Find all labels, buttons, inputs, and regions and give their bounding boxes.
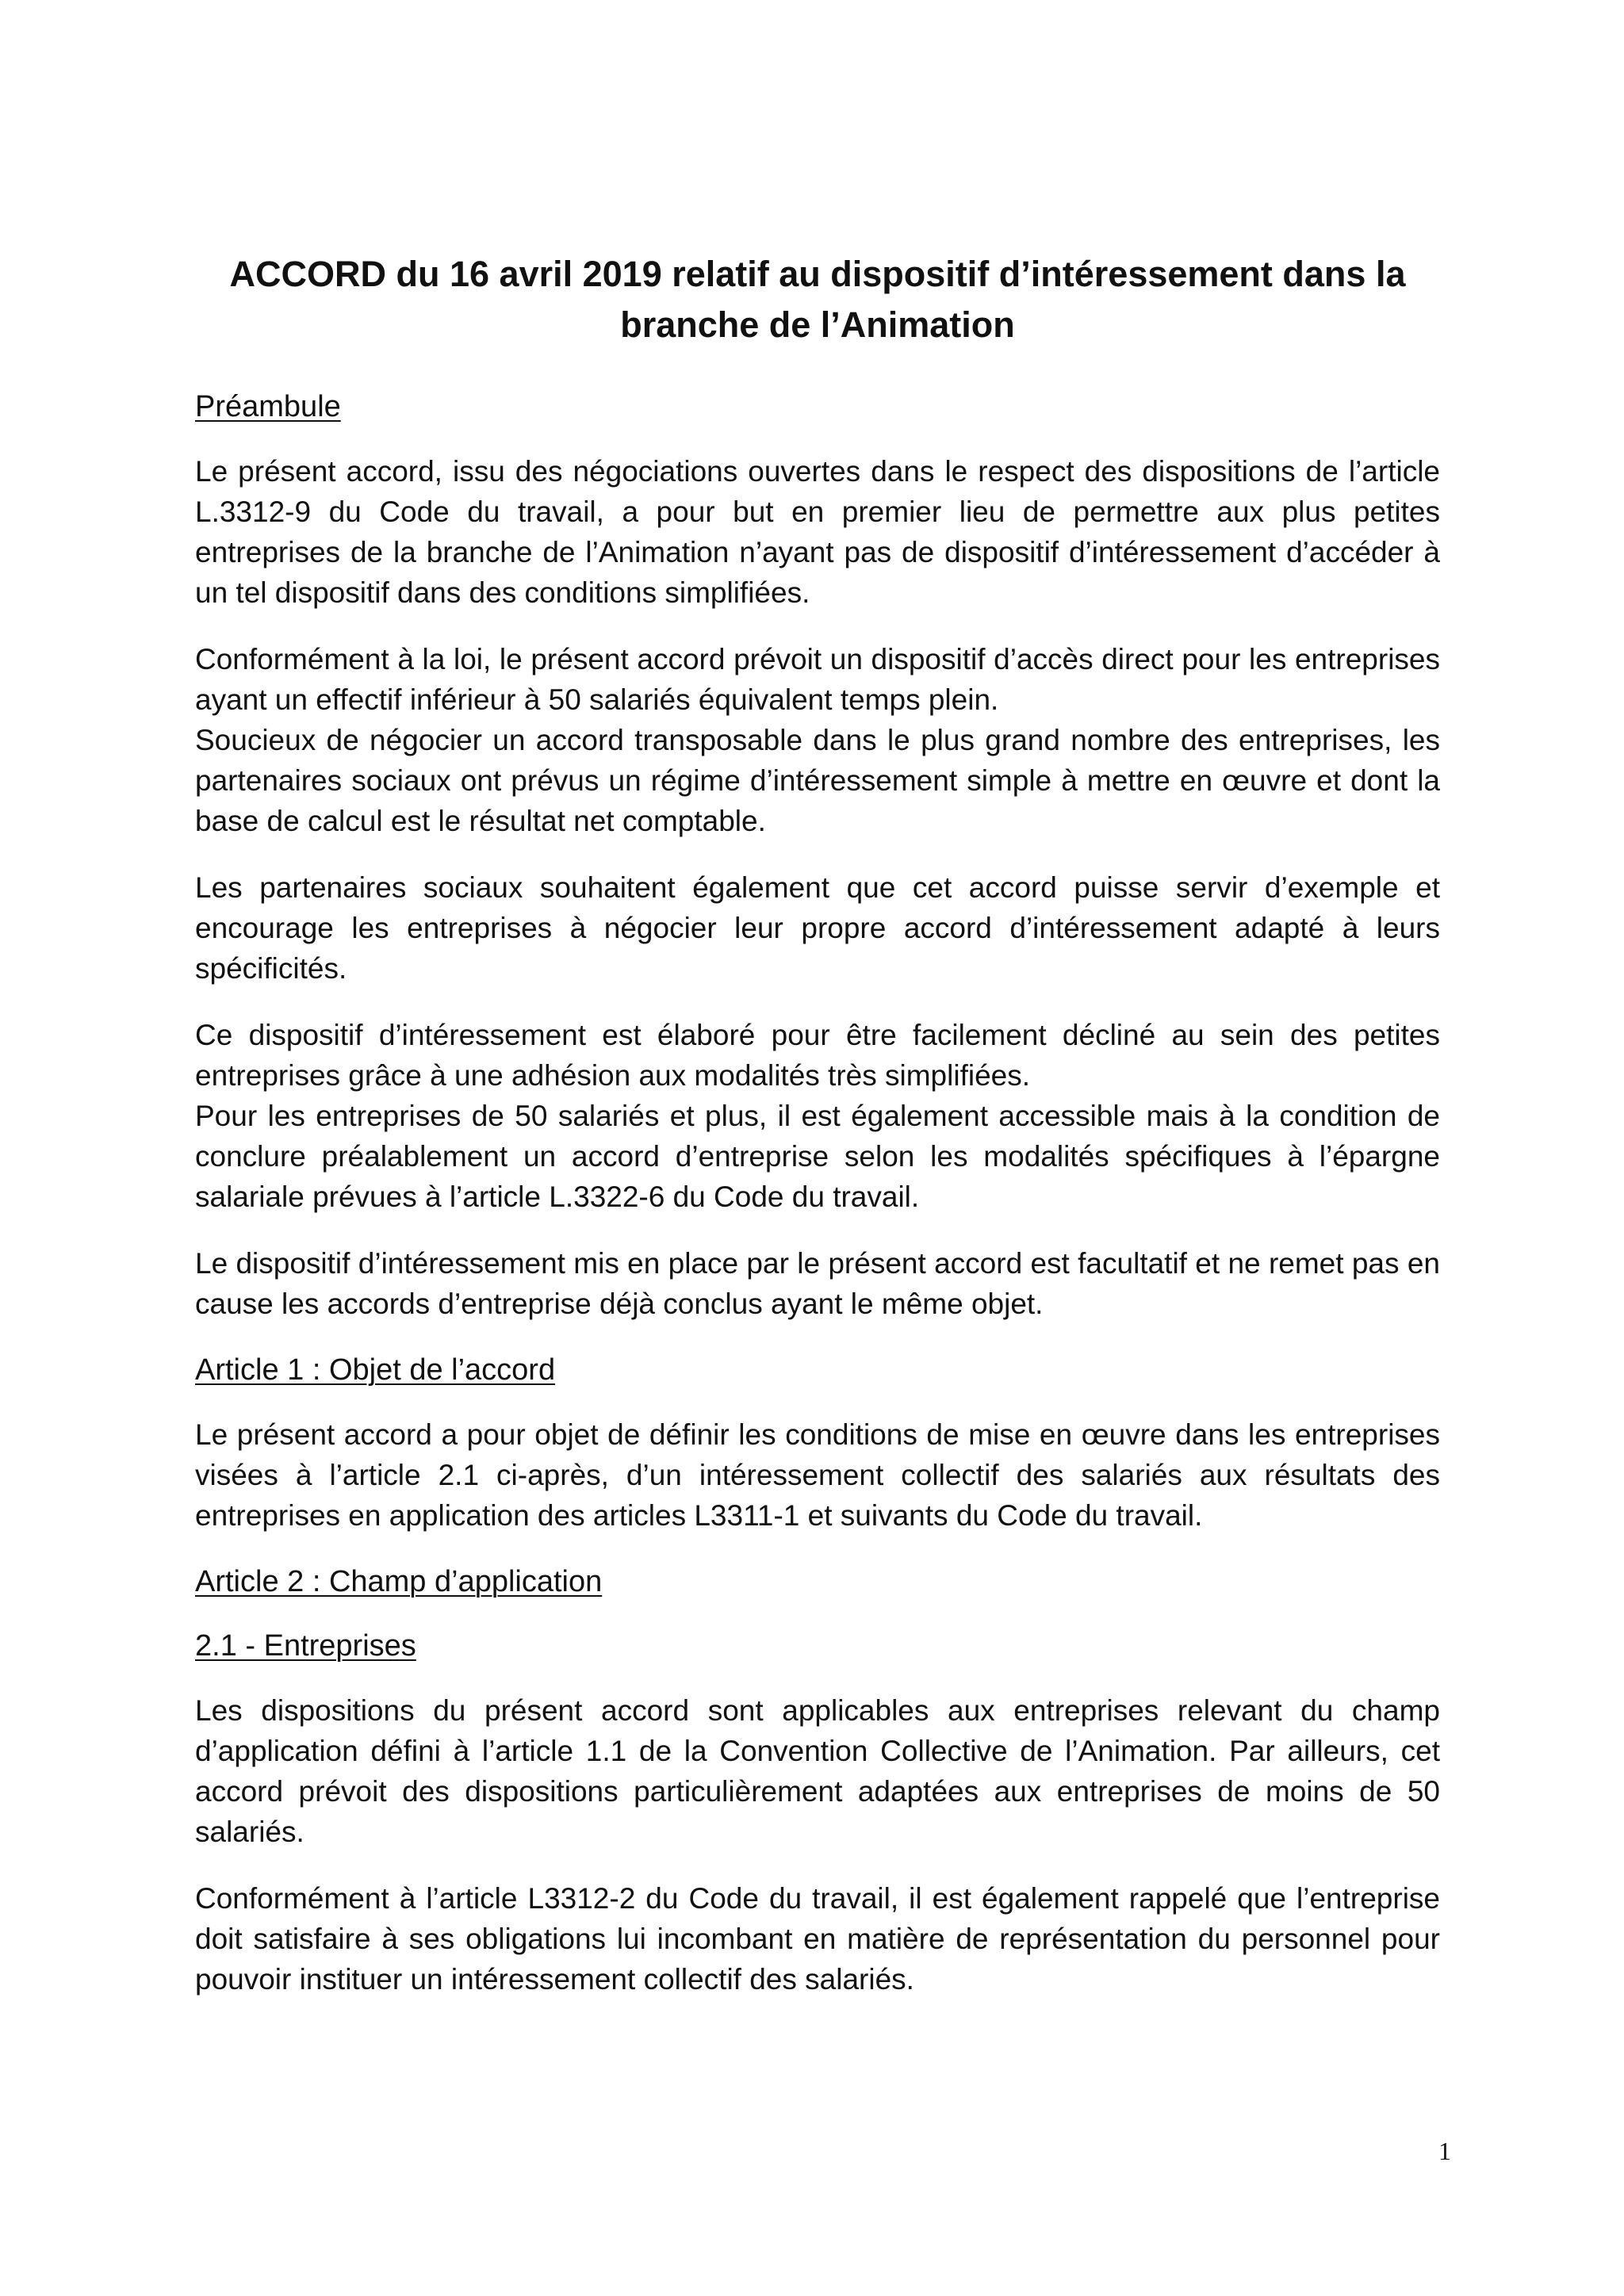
document-title: ACCORD du 16 avril 2019 relatif au dispositif d’intéressement dans la branche de l’Animation <box>229 254 1406 345</box>
preambule-paragraph: Le dispositif d’intéressement mis en place par le présent accord est facultatif et ne remet pas en cause les accords d’entreprise déjà conclus ayant le même objet. <box>195 1247 1440 1320</box>
preambule-paragraph: Conformément à la loi, le présent accord prévoit un dispositif d’accès direct pour les entreprises ayant un effectif inférieur à 50 salariés équivalent temps plein. <box>195 643 1440 716</box>
article-2-heading: Article 2 : Champ d’application <box>195 1565 603 1598</box>
article-1-heading: Article 1 : Objet de l’accord <box>195 1353 556 1387</box>
preambule-paragraph: Soucieux de négocier un accord transposable dans le plus grand nombre des entreprises, les partenaires sociaux ont prévus un régime d’intéressement simple à mettre en œuvre et dont la base de calcul est le résultat net comptable. <box>195 724 1440 837</box>
preambule-paragraph: Le présent accord, issu des négociations ouvertes dans le respect des dispositions de l’article L.3312-9 du Code du travail, a pour but en premier lieu de permettre aux plus petites entreprises de la branche de l’Animation n’ayant pas de dispositif d’intéressement d’accéder à un tel dispositif dans des conditions simplifiées. <box>195 455 1440 609</box>
section-2-1-heading: 2.1 - Entreprises <box>195 1629 416 1663</box>
page-number: 1 <box>1438 2137 1451 2165</box>
section-2-1-paragraph: Conformément à l’article L3312-2 du Code du travail, il est également rappelé que l’entreprise doit satisfaire à ses obligations lui incombant en matière de représentation du personnel pour pouvoir instituer un intéressement collectif des salariés. <box>195 1882 1440 1996</box>
preambule-heading: Préambule <box>195 390 341 423</box>
article-1-paragraph: Le présent accord a pour objet de définir les conditions de mise en œuvre dans les entreprises visées à l’article 2.1 ci-après, d’un intéressement collectif des salariés aux résultats des entreprises en application des articles L3311-1 et suivants du Code du travail. <box>195 1418 1440 1532</box>
preambule-paragraph: Pour les entreprises de 50 salariés et plus, il est également accessible mais à la condition de conclure préalablement un accord d’entreprise selon les modalités spécifiques à l’épargne salariale prévues à l’article L.3322-6 du Code du travail. <box>195 1100 1440 1213</box>
preambule-paragraph: Ce dispositif d’intéressement est élaboré pour être facilement décliné au sein des petites entreprises grâce à une adhésion aux modalités très simplifiées. <box>195 1019 1440 1092</box>
document-body <box>195 249 1440 2026</box>
section-2-1-paragraph: Les dispositions du présent accord sont applicables aux entreprises relevant du champ d’application défini à l’article 1.1 de la Convention Collective de l’Animation. Par ailleurs, cet accord prévoit des dispositions particulièrement adaptées aux entreprises de moins de 50 salariés. <box>195 1694 1440 1848</box>
preambule-paragraph: Les partenaires sociaux souhaitent également que cet accord puisse servir d’exemple et encourage les entreprises à négocier leur propre accord d’intéressement adapté à leurs spécificités. <box>195 871 1440 985</box>
